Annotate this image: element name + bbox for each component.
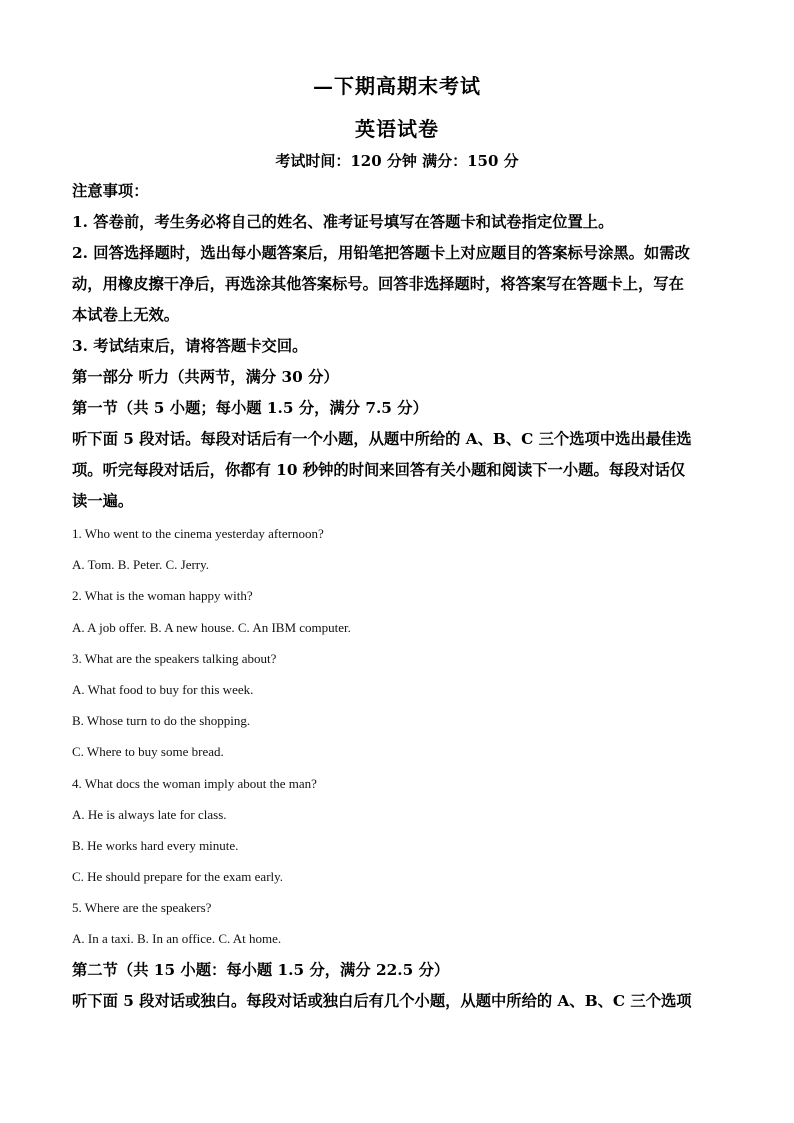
note-item-1: 1. 答卷前，考生务必将自己的姓名、准考证号填写在答题卡和试卷指定位置上。	[72, 213, 614, 231]
section2-heading: 第二节（共 15 小题：每小题 1.5 分，满分 22.5 分）	[72, 961, 450, 979]
question-3: 3. What are the speakers talking about?	[72, 650, 277, 666]
question-5: 5. Where are the speakers?	[72, 900, 212, 916]
section1-heading: 第一节（共 5 小题；每小题 1.5 分，满分 7.5 分）	[72, 399, 428, 417]
exam-title: —下期高期末考试	[313, 74, 481, 98]
exam-subtitle: 英语试卷	[355, 117, 439, 141]
question-3-option-c: C. Where to buy some bread.	[72, 744, 224, 760]
notes-heading: 注意事项：	[72, 182, 149, 200]
exam-info: 考试时间：120 分钟 满分：150 分	[275, 152, 519, 170]
question-4-option-c: C. He should prepare for the exam early.	[72, 869, 284, 885]
notes-block	[72, 176, 722, 517]
question-2-options: A. A job offer. B. A new house. C. An IBM computer.	[72, 619, 351, 635]
note-item-2-line-1: 2. 回答选择题时，选出每小题答案后，用铅笔把答题卡上对应题目的答案标号涂黑。如需改	[72, 244, 690, 262]
question-4: 4. What docs the woman imply about the man?	[72, 775, 317, 791]
note-item-2-line-2: 动，用橡皮擦干净后，再选涂其他答案标号。回答非选择题时，将答案写在答题卡上，写在	[72, 275, 684, 293]
question-3-option-a: A. What food to buy for this week.	[72, 681, 254, 697]
part1-heading: 第一部分 听力（共两节，满分 30 分）	[72, 368, 339, 386]
question-4-option-a: A. He is always late for class.	[72, 806, 227, 822]
question-1-options: A. Tom. B. Peter. C. Jerry.	[72, 557, 210, 573]
section2-block	[72, 955, 722, 1017]
question-4-option-b: B. He works hard every minute.	[72, 837, 239, 853]
question-5-options: A. In a taxi. B. In an office. C. At home.	[72, 931, 282, 947]
section1-instructions-line-1: 听下面 5 段对话。每段对话后有一个小题，从题中所给的 A、B、C 三个选项中选出最佳选	[72, 430, 692, 448]
note-item-3: 3. 考试结束后，请将答题卡交回。	[72, 337, 308, 355]
note-item-2-line-3: 本试卷上无效。	[72, 306, 180, 324]
section1-instructions-line-2: 项。听完每段对话后，你都有 10 秒钟的时间来回答有关小题和阅读下一小题。每段对话仅	[72, 461, 686, 479]
question-1: 1. Who went to the cinema yesterday afternoon?	[72, 526, 324, 541]
section2-instructions-line-1: 听下面 5 段对话或独白。每段对话或独白后有几个小题，从题中所给的 A、B、C 三个选项	[72, 992, 692, 1010]
question-2: 2. What is the woman happy with?	[72, 588, 253, 604]
section1-instructions-line-3: 读一遍。	[72, 492, 134, 510]
questions-block	[72, 518, 722, 955]
question-3-option-b: B. Whose turn to do the shopping.	[72, 713, 251, 729]
